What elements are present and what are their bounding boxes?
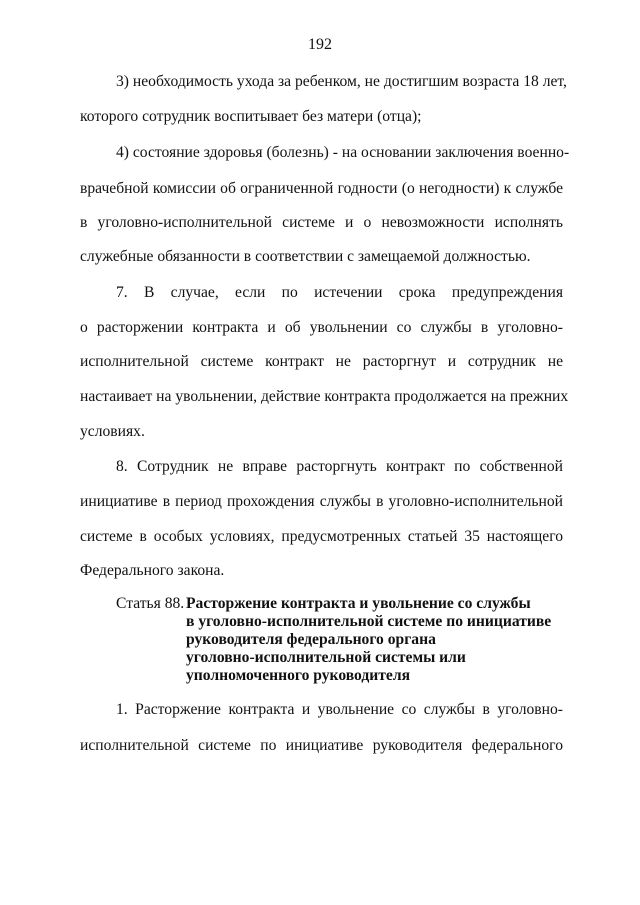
- paragraph-line: исполнительной системе по инициативе руководителя федерального: [80, 737, 563, 754]
- paragraph-line: 1. Расторжение контракта и увольнение со службы в уголовно-: [116, 701, 563, 718]
- article-title-line: уполномоченного руководителя: [186, 667, 411, 684]
- paragraph-line: врачебной комиссии об ограниченной годности (о негодности) к службе: [80, 180, 563, 197]
- article-title-line: уголовно-исполнительной системы или: [186, 649, 466, 666]
- paragraph-line: о расторжении контракта и об увольнении со службы в уголовно-: [80, 319, 563, 336]
- paragraph-line: исполнительной системе контракт не расторгнут и сотрудник не: [80, 353, 563, 370]
- paragraph-line: системе в особых условиях, предусмотренных статьей 35 настоящего: [80, 528, 563, 545]
- article-title-line: в уголовно-исполнительной системе по инициативе: [186, 613, 552, 630]
- paragraph-line: инициативе в период прохождения службы в уголовно-исполнительной: [80, 493, 563, 510]
- article-title-line: Расторжение контракта и увольнение со службы: [186, 595, 531, 612]
- paragraph-line: Федерального закона.: [80, 562, 225, 579]
- article-title-line: руководителя федерального органа: [186, 631, 436, 648]
- paragraph-line: 3) необходимость ухода за ребенком, не достигшим возраста 18 лет,: [116, 73, 567, 90]
- paragraph-line: служебные обязанности в соответствии с замещаемой должностью.: [80, 248, 531, 265]
- paragraph-line: 8. Сотрудник не вправе расторгнуть контракт по собственной: [116, 458, 563, 475]
- paragraph-line: которого сотрудник воспитывает без матери (отца);: [80, 108, 422, 125]
- paragraph-line: 7. В случае, если по истечении срока предупреждения: [116, 284, 563, 301]
- paragraph-line: 4) состояние здоровья (болезнь) - на основании заключения военно-: [116, 144, 570, 161]
- paragraph-line: настаивает на увольнении, действие контракта продолжается на прежних: [80, 388, 569, 405]
- paragraph-line: в уголовно-исполнительной системе и о невозможности исполнять: [80, 214, 563, 231]
- page-number: 192: [308, 36, 332, 53]
- article-number: Статья 88.: [116, 595, 185, 612]
- paragraph-line: условиях.: [80, 423, 145, 440]
